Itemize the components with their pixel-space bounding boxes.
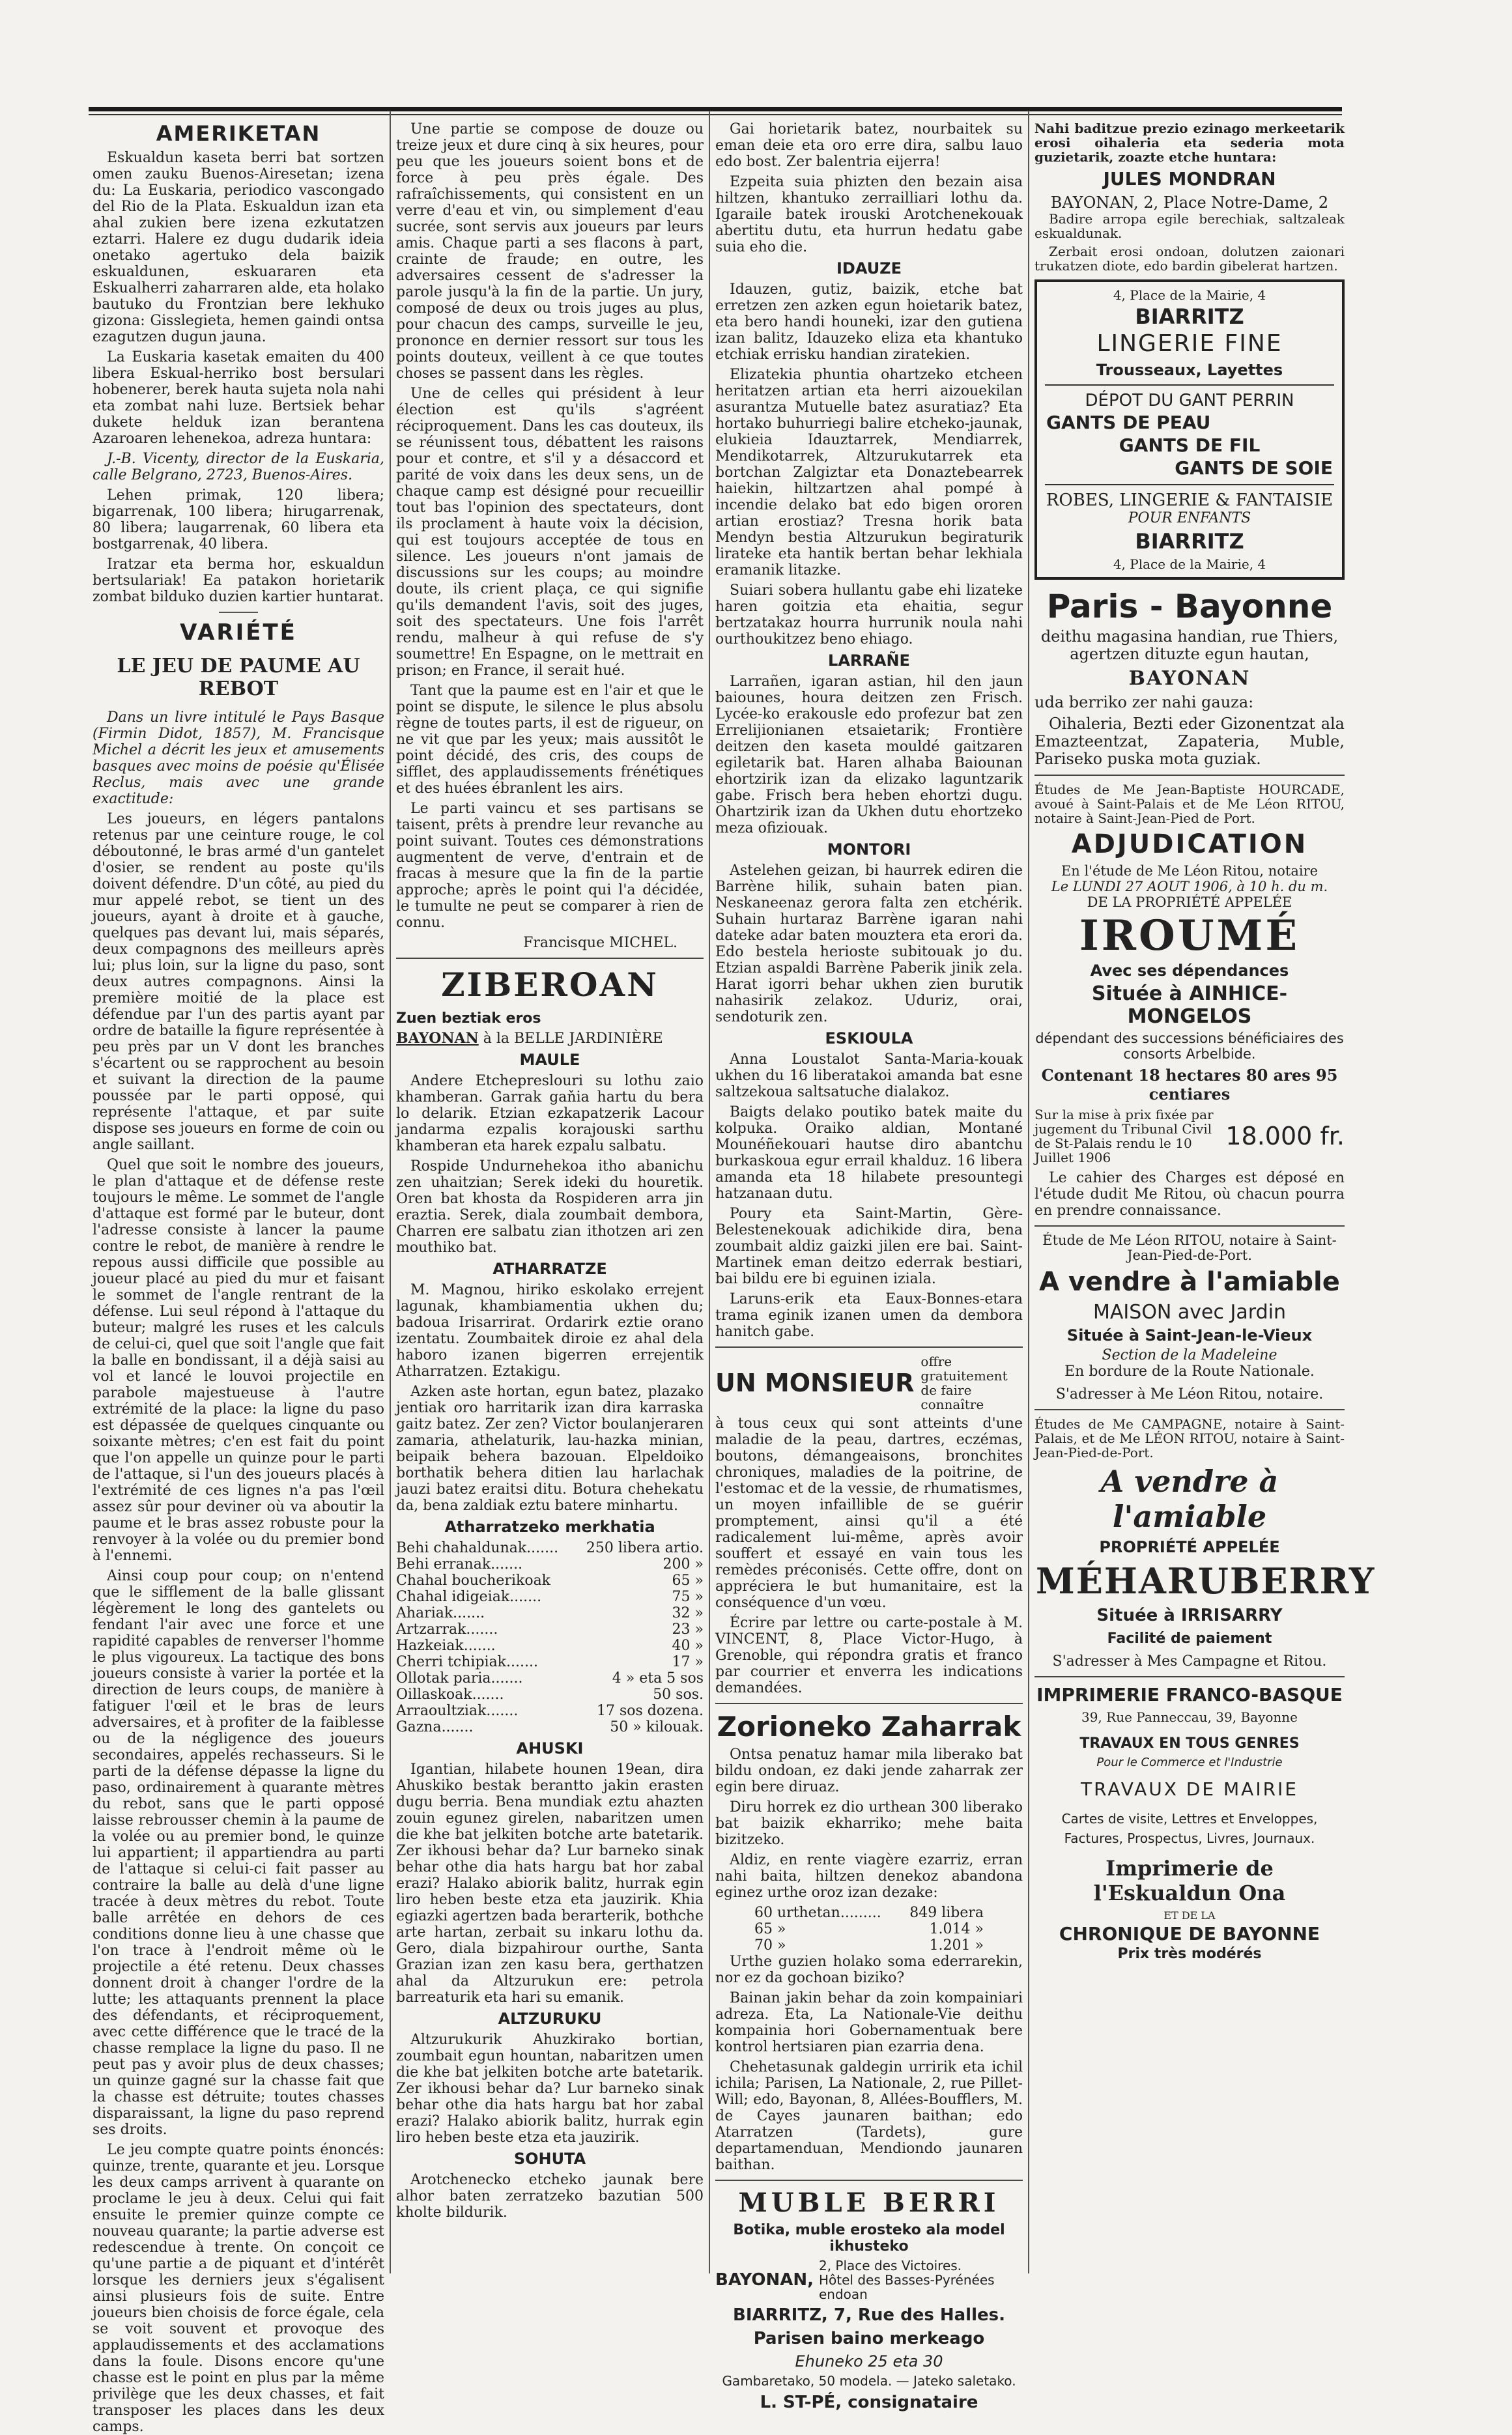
table-row (396, 1654, 704, 1670)
row-value: 849 libera (909, 1905, 984, 1921)
place-heading: MAULE (519, 1051, 580, 1069)
table-row (754, 1937, 984, 1954)
row-value: 1.014 » (929, 1921, 984, 1937)
row-value: 17 » (672, 1654, 704, 1670)
paragraph: Eskualdun kaseta berri bat sortzen omen zauku Buenos-Airesetan; izena du: La Euskaria, periodico vascongado del Rio de la Plata. Eskualdun izan eta ahal zukien bere izena ezkutatzen eztarri. Halere ez dugu dudarik ideia onetako agertuko dela baizik eskualdunen, eskuararen eta Eskualherri zaharraren alde, eta holako bautuko du Frontzian bere lekhuko gizona: Gisslegieta, hemen gaindi ontsa ezagutzen dugun jauna. (93, 150, 384, 345)
paragraph: Altzurukurik Ahuzkirako bortian, zoumbait egun hountan, nabaritzen umen die khe bat jelkiten botche arte batetarik. Zer ikhousi behar da? Lur barneko sinak behar othe dia hats hargu bat hor zabal erazi? Halako abiorik balitz, hurrak egin liro heben beste etza eta jauzirik. (396, 2032, 704, 2146)
notice-text: En bordure de la Route Nationale. (1064, 1363, 1315, 1380)
notice-text: Section de la Madeleine (1102, 1347, 1277, 1363)
table-row (396, 1605, 704, 1621)
notice-text: Études de Me Jean-Baptiste HOURCADE, avoué à Saint-Palais et de Me Léon RITOU, notaire à Saint-Jean-Pied de Port. (1034, 782, 1345, 826)
ad-address: 4, Place de la Mairie, 4 (1113, 287, 1266, 303)
signature: Francisque MICHEL. (523, 935, 678, 951)
column-rule (709, 111, 710, 2273)
paragraph: Anna Loustalot Santa-Maria-kouak ukhen du 16 liberatakoi amanda bat esne saltzekoua saltsatuche dialakoz. (715, 1051, 1023, 1100)
row-label: Artzarrak....... (396, 1621, 498, 1638)
separator (219, 612, 258, 613)
ad-title: UN MONSIEUR (715, 1369, 915, 1397)
paragraph: Quel que soit le nombre des joueurs, le plan d'attaque et de défense reste toujours le même. Le sommet de l'angle d'attaque est formé par le buteur, dont l'adresse consiste à lancer la paume contre le rebot, de manière à rendre le repous aussi difficile que possible au joueur placé au pied du mur et faisant le sommet de l'angle rentrant de la défense. Lui seul répond à l'attaque du buteur; malgré les ruses et les calculs de celui-ci, quel que soit l'angle que fait la balle en bondissant, il a déjà saisi au vol et lancé le louvoi projectile en parabole majestueuse à l'autre extrémité de la place: la ligne du paso est dépassée de quelques cinquante ou soixante mètres; c'en est fait du point que l'on appelle un quinze pour le parti de l'attaque, si l'un des joueurs placés à l'extrémité de ces lignes n'a pas l'œil assez sûr pour deviner où va aboutir la paume et le bras assez robuste pour la renvoyer à la volée ou du premier bond à l'ennemi. (93, 1157, 384, 1564)
ad-text: uda berriko zer nahi gauza: (1034, 693, 1254, 711)
notice-text: S'adresser à Me Léon Ritou, notaire. (1055, 1386, 1324, 1403)
ad-address: BIARRITZ, 7, Rue des Halles. (733, 2305, 1005, 2325)
table-row (396, 1540, 704, 1556)
place-heading: LARRAÑE (828, 651, 910, 670)
paragraph: M. Magnou, hiriko eskolako errejent lagunak, khambiamentia ukhen du; badoua Irisarrirat. Ordarirk eztie orano izentatu. Zoumbaitek diroie ez ahal dela haboro izanen bigerren errejentik Atharratzen. Eztakigu. (396, 1282, 704, 1380)
ad-text: ROBES, LINGERIE & FANTAISIE (1046, 491, 1334, 510)
row-label: Ahariak....... (396, 1605, 485, 1621)
paragraph: Elizatekia phuntia ohartzeko etcheen heritatzen artian eta herri aizouekilan asurantza Mutuelle batez asuratiaz? Eta hortako buhurriegi balire etcheko-jaunak, elukieia Idauztarrek, Mendiarrek, Mendikotarrek, Altzurukutarrek eta bortchan Zalgiztar eta Donaztebearrek haiekin, hiltzartzen ahal pompé à incendie delako bat edo bigen ororen artian erostiaz? Tresna horik bata Mendyn bestia Altzurukun begiraturik lirateke eta hantik bertan behar lekhiala eramanik litazke. (715, 367, 1023, 578)
paragraph: Iratzar eta berma hor, eskualdun bertsulariak! Ea patakon horietarik zombat bilduko duzien kartier huntarat. (93, 556, 384, 605)
paragraph: Idauzen, gutiz, baizik, etche bat erretzen zen azken egun hoietarik batez, eta bero handi houneki, izar den gutiena izan balitz, Idauzeko eliza eta khantuko etchiak errisku handian ziratekien. (715, 281, 1023, 363)
notice-text: dépendant des successions bénéficiaires des consorts Arbelbide. (1035, 1031, 1344, 1062)
row-value: 75 » (672, 1589, 704, 1605)
ad-text: POUR ENFANTS (1128, 510, 1251, 526)
row-label: 70 » (754, 1937, 786, 1954)
separator (715, 2180, 1023, 2181)
separator (1034, 1676, 1345, 1677)
ad-text: GANTS DE FIL (1119, 434, 1261, 456)
row-label: Chahal idigeiak....... (396, 1589, 542, 1605)
ad-title: IROUMÉ (1079, 911, 1300, 960)
place-heading: ALTZURUKU (498, 2010, 602, 2028)
place-heading: MONTORI (827, 840, 911, 859)
separator (715, 1346, 1023, 1348)
section-title: ZIBEROAN (441, 965, 659, 1004)
table-row (396, 1589, 704, 1605)
ad-text: Pour le Commerce et l'Industrie (1096, 1756, 1283, 1769)
column-1 (93, 121, 384, 2435)
table-heading: Atharratzeko merkhatia (444, 1518, 655, 1536)
column-4 (1034, 121, 1376, 2294)
notice-text: Étude de Me Léon RITOU, notaire à Saint-Jean-Pied-de-Port. (1042, 1232, 1337, 1263)
ad-city: BAYONAN, (715, 2270, 814, 2290)
ad-text: GANTS DE SOIE (1175, 457, 1333, 479)
place-heading: ATHARRATZE (492, 1260, 607, 1278)
row-value: 32 » (672, 1605, 704, 1621)
column-3 (715, 121, 1023, 2412)
section-title: VARIÉTÉ (180, 619, 297, 646)
ad-address: 39, Rue Panneccau, 39, Bayonne (1081, 1709, 1298, 1725)
table-row (396, 1670, 704, 1687)
ad-text: GANTS DE PEAU (1046, 412, 1211, 433)
ad-title: IMPRIMERIE FRANCO-BASQUE (1036, 1684, 1343, 1705)
paragraph: Ontsa penatuz hamar mila liberako bat bildu ondoan, ez daki jende zaharrak zer egin bere diruaz. (715, 1746, 1023, 1795)
ad-text: Gambaretako, 50 modela. — Jateko saletako. (722, 2373, 1016, 2389)
paragraph: J.-B. Vicenty, director de la Euskaria, calle Belgrano, 2723, Buenos-Aires. (93, 451, 384, 483)
notice-text: Facilité de paiement (1107, 1630, 1272, 1647)
row-value: 200 » (663, 1556, 704, 1573)
top-rule-thin (89, 114, 1342, 115)
row-label: Chahal boucherikoak (396, 1573, 551, 1589)
ad-text: Cartes de visite, Lettres et Enveloppes, Factures, Prospectus, Livres, Journaux. (1061, 1811, 1318, 1846)
row-label: Behi erranak....... (396, 1556, 523, 1573)
notice-text: Contenant 18 hectares 80 ares 95 centiares (1041, 1066, 1338, 1104)
ad-title: MÉHARUBERRY (1036, 1560, 1376, 1602)
paragraph: Ainsi coup pour coup; on n'entend que le sifflement de la balle glissant légèrement le long des gantelets ou fendant l'air avec une force et une rapidité capables de renverser l'homme le plus vigoureux. La tactique des bons joueurs consiste à varier la portée et la direction de leurs coups, de manière à fatiguer l'œil et le bras de leurs adversaires, et à profiter de la faiblesse ou de la négligence des joueurs secondaires, appelés rechasseurs. Si le parti de la défense dépasse la ligne du paso, ordinairement à quarante mètres du rebot, sans que le parti opposé laisse rebrousser chemin à la paume de la volée ou au premier bond, le quinze lui appartient; il appartiendra au parti de l'attaque si celui-ci fait passer au contraire la balle au delà d'une ligne tracée à deux mètres du rebot. Toute balle arrêtée en dehors de ces conditions donne lieu à une chasse que l'on trace à l'endroit même où le projectile a été retenu. Deux chasses donnent droit à changer l'ordre de la lutte; les attaquants prennent la place des défendants, et réciproquement, avec cette différence que le tracé de la chasse remplace la ligne du paso. Il ne peut pas y avoir plus de deux chasses; un quinze gagné sur la chasse fait que la chasse est détruite; toutes chasses disparaissant, la ligne du paso reprend ses droits. (93, 1568, 384, 2138)
paragraph: La Euskaria kasetak emaiten du 400 libera Eskual-herriko bost bersulari hobenerer, berek hauta sujeta nola nahi eta zombat nahi luze. Bertsiek behar dukete helduk izan berantena Azaroaren lehenekoa, adreza huntara: (93, 349, 384, 447)
paragraph: Astelehen geizan, bi haurrek ediren die Barrène hilik, suhain baten pian. Neskaneenaz gerora falta zen etchérik. Suhain hurtaraz Barrène igaran nahi dateke adar baten mouztera eta erori da. Edo bestela herioste subitouak jo du. Etzian aspaldi Barrène Paberik jinik zela. Harat igorri behar ukhen zien burutik nahasirik zelakoz. Uduriz, orai, sendoturik zen. (715, 862, 1023, 1025)
place-heading: AHUSKI (516, 1739, 584, 1758)
paragraph: Baigts delako poutiko batek maite du kolpuka. Oraiko aldian, Montané Mounéñekouari hautse diro abantchu burkaskoua egur errail khalduz. 16 libera amanda eta 18 hilabete presountegi hatzanaan dutu. (715, 1104, 1023, 1202)
ad-text: DÉPOT DU GANT PERRIN (1085, 391, 1294, 410)
ad-city: BIARRITZ (1135, 304, 1244, 329)
row-value: 40 » (672, 1638, 704, 1654)
table-row (754, 1905, 984, 1921)
ad-title: ADJUDICATION (1071, 829, 1308, 859)
ad-text: à la BELLE JARDINIÈRE (483, 1031, 663, 1047)
top-rule (89, 107, 1342, 111)
paragraph: Diru horrek ez dio urthean 300 liberako bat baizik ekharriko; mehe baita bizitzeko. (715, 1799, 1023, 1848)
ad-title: Zorioneko Zaharrak (717, 1711, 1021, 1743)
table-row (396, 1638, 704, 1654)
ad-title: LINGERIE FINE (1096, 330, 1283, 357)
paragraph: Le parti vaincu et ses partisans se taisent, prêts à prendre leur revanche au point suivant. Toutes ces démonstrations augmentent de verve, d'entrain et de fracas à mesure que la fin de la partie approche; après le point qui l'a décidée, le tumulte ne peut se comparer à rien de connu. (396, 801, 704, 931)
paragraph: Tant que la paume est en l'air et que le point se dispute, le silence le plus absolu règne de toutes parts, il est de rigueur, on ne vit que par les yeux; mais aussitôt le point décidé, des cris, des coups de sifflet, des applaudissements frénétiques et des huées ébranlent les airs. (396, 683, 704, 797)
paragraph: Larrañen, igaran astian, hil den jaun baiounes, houra deitzen zen Frisch. Lycée-ko erakousle edo profezur bat zen Errelijionianen etsaietarik; Frontière deitzen den kaseta mouldé gaitzaren egiletarik bat. Haren alhaba Baiounan ehortzirik izan da elizako laguntzarik gabe. Frisch bera heben ehortzi dugu. Ohartzirik izan da Ukhen dutu ehortzeko meza ofiziouak. (715, 674, 1023, 836)
row-label: Cherri tchipiak....... (396, 1654, 538, 1670)
row-value: 50 » kilouak. (610, 1719, 704, 1735)
ad-text: TRAVAUX DE MAIRIE (1080, 1778, 1298, 1800)
place-heading: SOHUTA (513, 2150, 586, 2168)
column-rule (1028, 111, 1029, 2273)
notice-text: S'adresser à Mes Campagne et Ritou. (1052, 1653, 1327, 1670)
ad-address: Hôtel des Basses-Pyrénées endoan (818, 2272, 995, 2302)
paragraph: Ezpeita suia phizten den bezain aisa hiltzen, khantuko zerrailliari lothu da. Igaraile batek irouski Arotchenekouak abertitu dutu, eta hurrun hedatu gabe suia eho die. (715, 174, 1023, 255)
price: 18.000 fr. (1225, 1122, 1345, 1150)
paragraph: Igantian, hilabete hounen 19ean, dira Ahuskiko bestak berantto jakin erasten dugu berria. Bena mundiak eztu ahazten zouin egunez girelen, nabaritzen umen die khe bat jelkiten botche arte batetarik. Zer ikhousi behar da? Lur barneko sinak behar othe dia hats hargu bat hor zabal erazi? Halako abiorik balitz, hurrak egin liro heben beste etza eta jauzirik. Khia egiazki agertzen bada berarterik, bothche arte hartan, zerbait su inkaru lothu da. Gero, diala bizpahirour ourthe, Santa Grazian izan zen kasu bera, gerthatzen ahal da Altzurukun ere: petrola barreaturik eta hari su emanik. (396, 1761, 704, 2006)
ad-signature: L. ST-PÉ, consignataire (760, 2393, 978, 2412)
row-value: 17 sos dozena. (596, 1703, 704, 1719)
paragraph: Arotchenecko etcheko jaunak bere alhor baten zerratzeko bazutian 500 kholte bildurik. (396, 2172, 704, 2221)
separator (396, 958, 704, 959)
ad-city: BAYONAN (1128, 667, 1251, 690)
ad-text: Ehuneko 25 eta 30 (795, 2352, 943, 2371)
row-value: 250 libera artio. (586, 1540, 704, 1556)
paragraph: Andere Etchepreslouri su lothu zaio khamberan. Garrak gaňia hartu du bera lo delarik. Etzian ezkapatzerik Lacour jandarma ezpalis korajouski sarthu khamberan eta harek ezpalu salbatu. (396, 1073, 704, 1154)
notice-text: Située à Saint-Jean-le-Vieux (1066, 1326, 1313, 1345)
paragraph: Le jeu compte quatre points énoncés: quinze, trente, quarante et jeu. Lorsque les deux camps arrivent à quarante on proclame le jeu à deux. Celui qui fait ensuite le premier quinze compte ce nouveau quarante; la partie adverse est redescendue à trente. On conçoit ce qu'une partie a de piquant et d'intérêt lorsque les derniers jeux s'égalisent ainsi plusieurs fois de suite. Entre joueurs bien choisis de force égale, cela se voit souvent et provoque des applaudissements et des acclamations dans la foule. Disons encore qu'une chasse est le point en plus par la même privilège que les deux chasses, et fait transposer les places dans les deux camps. (93, 2142, 384, 2435)
ad-text: Nahi baditzue prezio ezinago merkeetarik erosi oihaleria eta sederia mota guzietarik, zoazte etche huntara: (1034, 121, 1345, 165)
subheading: Zuen beztiak eros (396, 1010, 541, 1027)
place-heading: IDAUZE (836, 259, 902, 278)
ad-title: A vendre à l'amiable (1100, 1464, 1279, 1534)
paragraph: Bainan jakin behar da zoin kompainiari adreza. Eta, La Nationale-Vie deithu kompainia hori Gobernamentuak bere kontrol hertsiaren pian ezarria dena. (715, 1990, 1023, 2055)
paragraph: Azken aste hortan, egun batez, plazako jentiak oro harritarik izan dira karraska gaitz batez. Zer zen? Victor boulanjeraren zamaria, athelaturik, lau-hazka minian, beipaik behera bazouan. Elpeldoiko borthatik behera ditien lau harlachak jauzi batez eraitsi ditu. Botura chehekatu da, bena zaldiak eztu batere minhartu. (396, 1384, 704, 1514)
separator (1034, 1225, 1345, 1227)
paragraph: Écrire par lettre ou carte-postale à M. VINCENT, 8, Place Victor-Hugo, à Grenoble, qui répondra gratis et franco par courrier et enverra les indications demandées. (715, 1615, 1023, 1696)
ad-text: Badire arropa egile berechiak, saltzaleak eskualdunak. (1034, 211, 1345, 241)
place-heading: ESKIOULA (825, 1029, 913, 1047)
ad-text: ET DE LA (1163, 1909, 1216, 1922)
section-title: AMERIKETAN (156, 121, 321, 146)
ad-text: Parisen baino merkeago (753, 2329, 985, 2348)
notice-text: MAISON avec Jardin (1093, 1301, 1286, 1324)
row-label: Hazkeiak....... (396, 1638, 496, 1654)
paragraph: Urthe guzien holako soma ederrarekin, nor ez da gochoan biziko? (715, 1954, 1023, 1986)
table-row (396, 1573, 704, 1589)
separator (715, 1703, 1023, 1704)
row-value: 50 sos. (653, 1687, 704, 1703)
paragraph: à tous ceux qui sont atteints d'une maladie de la peau, dartres, eczémas, boutons, démangeaisons, bronchites chroniques, maladies de la poitrine, de l'estomac et de la vessie, de rhumatismes, un moyen infaillible de se guérir promptement, ainsi qu'il a été radicalement lui-même, après avoir souffert et essayé en vain tous les remèdes préconisés. Cette offre, dont on appréciera le but humanitaire, est la conséquence d'un vœu. (715, 1416, 1023, 1611)
notice-text: Avec ses dépendances (1090, 961, 1289, 980)
notice-text: Située à AINHICE-MONGELOS (1091, 982, 1288, 1028)
ad-text: TRAVAUX EN TOUS GENRES (1079, 1735, 1300, 1752)
table-row (396, 1556, 704, 1573)
notice-text: Sur la mise à prix fixée par jugement du Tribunal Civil de St-Palais rendu le 10 Juillet 1906 (1034, 1107, 1214, 1165)
ad-address: BAYONAN, 2, Place Notre-Dame, 2 (1050, 193, 1329, 212)
ad-title: A vendre à l'amiable (1039, 1267, 1340, 1297)
separator (1034, 775, 1345, 776)
ad-title: Paris - Bayonne (1046, 588, 1333, 625)
notice-text: Le cahier des Charges est déposé en l'étude dudit Me Ritou, où chacun pourra en prendre connaissance. (1034, 1170, 1345, 1219)
ad-address: 2, Place des Victoires. (818, 2258, 962, 2273)
ad-text: Trousseaux, Layettes (1096, 361, 1283, 379)
row-label: Gazna....... (396, 1719, 474, 1735)
market-table (396, 1540, 704, 1735)
paragraph: Chehetasunak galdegin urririk eta ichil ichila; Parisen, La Nationale, 2, rue Pillet-Will; edo, Bayonan, 8, Allées-Boufflers, M. de Cayes jaunaren baithan; edo Atarratzen (Tardets), gure departamenduan, Mendiondo jaunaren baithan. (715, 2059, 1023, 2173)
row-value: 23 » (672, 1621, 704, 1638)
ad-title: MUBLE BERRI (738, 2187, 1000, 2218)
notice-text: Située à IRRISARRY (1096, 1606, 1283, 1625)
separator (1034, 1409, 1345, 1410)
paragraph: Suiari sobera hullantu gabe ehi lizateke haren goitzia eta ehaitia, segur bertzatakaz hourra hurrunik noula nahi ourthoukitzez beno ehiago. (715, 582, 1023, 648)
biarritz-ad-box (1034, 279, 1345, 580)
row-label: Behi chahaldunak....... (396, 1540, 559, 1556)
row-label: 65 » (754, 1921, 786, 1937)
ad-title: JULES MONDRAN (1103, 168, 1276, 190)
ad-city: BIARRITZ (1135, 529, 1244, 554)
ad-text: offre gratuitement de faire connaître (920, 1354, 1008, 1412)
notice-text: Études de Me CAMPAGNE, notaire à Saint-Palais, et de Me LÉON RITOU, notaire à Saint-Jean-Pied-de-Port. (1034, 1416, 1345, 1460)
paragraph: Les joueurs, en légers pantalons retenus par une ceinture rouge, le col déboutonné, le bras armé d'un gantelet d'osier, se rendent au poste qu'ils doivent défendre. D'un côté, au pied du mur appelé rebot, se tient un des joueurs, ayant à droite et à gauche, quelques pas devant lui, mais séparés, deux compagnons des meilleurs après lui; plus loin, sur la ligne du paso, sont deux autres compagnons. Ainsi la première moitié de la place est défendue par l'un des partis ayant par ordre de bataille la figure représentée à peu près par un V dont les branches s'écartent ou se rapprochent au besoin et suivant la direction de la paume poussée par le parti opposé, qui représente l'attaque, et par suite dispose ses joueurs en forme de coin ou angle saillant. (93, 811, 384, 1153)
row-value: 65 » (672, 1573, 704, 1589)
row-value: 1.201 » (929, 1937, 984, 1954)
notice-text: Le LUNDI 27 AOUT 1906, à 10 h. du m. (1051, 879, 1328, 894)
ad-text: Oihaleria, Bezti eder Gizonentzat ala Emazteentzat, Zapateria, Muble, Pariseko puska mota guziak. (1034, 715, 1345, 768)
paragraph: Dans un livre intitulé le Pays Basque (Firmin Didot, 1857), M. Francisque Michel a décrit les jeux et amusements basques avec moins de poésie qu'Élisée Reclus, mais avec une grande exactitude: (93, 709, 384, 807)
table-row (396, 1719, 704, 1735)
ad-text: Prix très modérés (1117, 1946, 1262, 1962)
ad-title: Imprimerie de l'Eskualdun Ona (1093, 1856, 1286, 1905)
column-rule (390, 111, 391, 2273)
paragraph: Gai horietarik batez, nourbaitek su eman deie eta oro erre dira, salbu lauo edo bost. Zer balentria eijerra! (715, 121, 1023, 170)
table-row (754, 1921, 984, 1937)
table-row (396, 1621, 704, 1638)
row-label: 60 urthetan......... (754, 1905, 881, 1921)
notice-text: En l'étude de Me Léon Ritou, notaire (1061, 863, 1319, 879)
row-value: 4 » eta 5 sos (612, 1670, 704, 1687)
paragraph: Laruns-erik eta Eaux-Bonnes-etara trama eginik izanen umen da dembora hanitch gabe. (715, 1291, 1023, 1340)
ad-title: CHRONIQUE DE BAYONNE (1059, 1923, 1320, 1944)
paragraph: Aldiz, en rente viagère ezarriz, erran nahi baita, hiltzen denekoz abandona eginez urthe oroz izan dezake: (715, 1852, 1023, 1901)
paragraph: Une de celles qui président à leur élection est qu'ils s'agréent réciproquement. Dans les cas douteux, ils se réunissent tous, débattent les raisons pour et contre, et s'il y a désaccord et parité de voix dans les deux sens, un de chaque camp est désigné pour recueillir tout bas l'opinion des spectateurs, dont ils proclament à haute voix la décision, qui est toujours acceptée de tous en silence. Les joueurs n'ont jamais de discussions sur les coups; au moindre doute, ils crient plaça, ce qui signifie qu'ils demandent l'avis, soit des juges, soit des spectateurs. Une fois l'arrêt rendu, malheur à qui refuse de s'y soumettre! En Espagne, on le mettrait en prison; en France, il serait hué. (396, 386, 704, 679)
notice-text: PROPRIÉTÉ APPELÉE (1099, 1538, 1280, 1556)
ad-text: deithu magasina handian, rue Thiers, agertzen dituzte egun hautan, (1040, 627, 1339, 663)
rente-table (715, 1905, 1023, 1954)
paragraph: Lehen primak, 120 libera; bigarrenak, 100 libera; hirugarrenak, 80 libera; laugarrenak, 60 libera eta bostgarrenak, 40 libera. (93, 487, 384, 552)
ad-city: BAYONAN (396, 1030, 479, 1047)
table-row (396, 1687, 704, 1703)
column-2 (396, 121, 704, 2294)
article-title: LE JEU DE PAUME AU REBOT (117, 655, 360, 700)
table-row (396, 1703, 704, 1719)
ad-address: 4, Place de la Mairie, 4 (1113, 556, 1266, 572)
paragraph: Poury eta Saint-Martin, Gère-Belestenekouak adichikide dira, bena zoumbait aldiz gaizki jilen ere bai. Saint-Martinek eman deitzo ederrak bestiari, bai bildu ere bi eguinen iziala. (715, 1206, 1023, 1287)
notice-text: DE LA PROPRIÉTÉ APPELÉE (1087, 894, 1292, 910)
paragraph: Une partie se compose de douze ou treize jeux et dure cinq à six heures, pour peu que les joueurs soient bons et de force à peu près égale. Des rafraîchissements, qui consistent en un verre d'eau et vin, ou simplement d'eau sucrée, sont servis aux joueurs par leurs amis. Chaque parti a ses flacons à part, crainte de fraude; en outre, les adversaires cessent de s'adresser la parole jusqu'à la fin de la partie. Un jury, composé de deux ou trois juges au plus, pour chacun des camps, surveille le jeu, prononce en dernier ressort sur tous les points douteux, veillent à ce que toutes choses se passent dans les règles. (396, 121, 704, 382)
ad-text: Zerbait erosi ondoan, dolutzen zaionari trukatzen diote, edo bardin gibelerat hartzen. (1034, 244, 1345, 274)
row-label: Oillaskoak....... (396, 1687, 504, 1703)
paragraph: Rospide Undurnehekoa itho abanichu zen uhaitzian; Serek ideki du houretik. Oren bat khosta da Rospideren arra jin eraztia. Serek, diala zoumbait dembora, Charren ere salbatu zian ithotzen ari zen mouthiko bat. (396, 1158, 704, 1256)
ad-text: Botika, muble erosteko ala model ikhusteko (733, 2222, 1005, 2255)
row-label: Ollotak paria....... (396, 1670, 523, 1687)
row-label: Arraoultziak....... (396, 1703, 519, 1719)
